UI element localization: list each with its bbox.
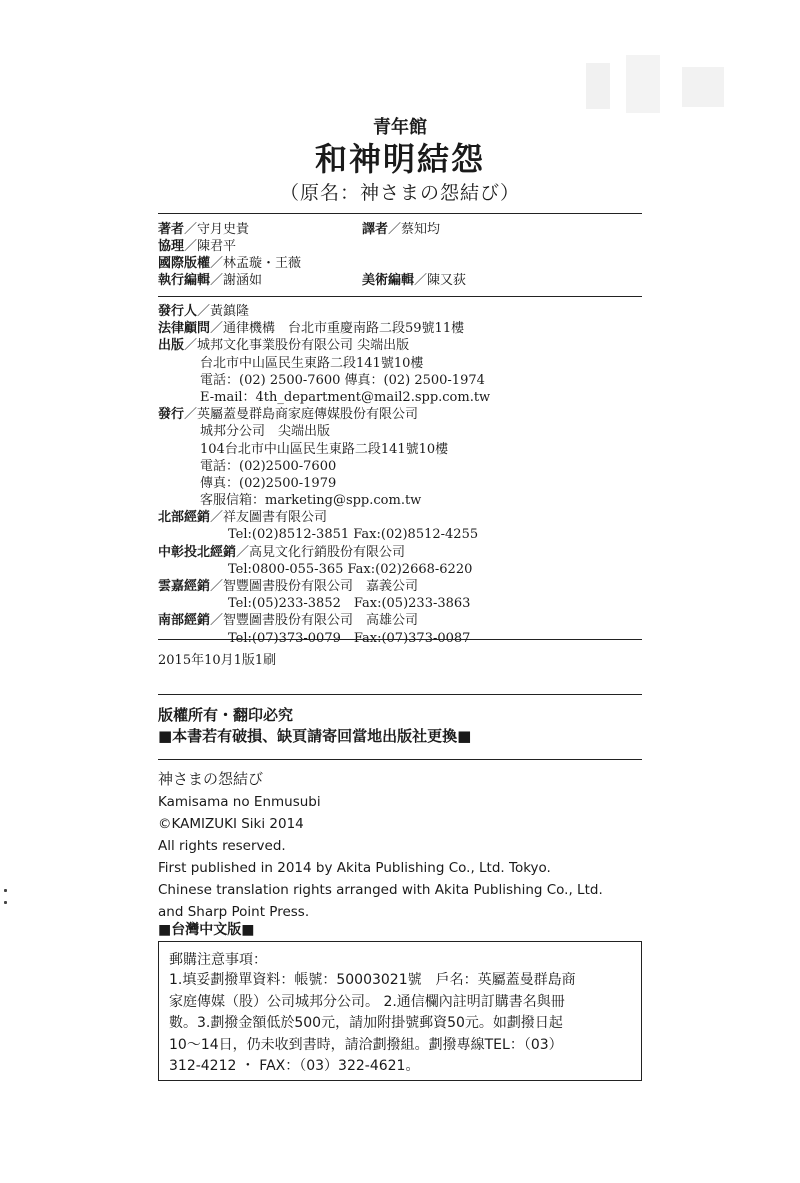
- chiayi-dealer-value: ／智豐圖書股份有限公司 嘉義公司: [210, 579, 419, 594]
- credit-row-assistant: [158, 238, 642, 255]
- divider-low: [158, 639, 642, 640]
- rights-notice: 版權所有・翻印必究: [158, 706, 294, 724]
- intl-rights-label: 國際版權: [158, 256, 211, 271]
- sharp-point-line: and Sharp Point Press.: [158, 904, 310, 920]
- translator-label: 譯者: [362, 222, 389, 237]
- credit-row-intl-rights: [158, 255, 642, 272]
- exec-editor-label: 執行編輯: [158, 273, 211, 288]
- publish-phone: 電話：(02) 2500-7600 傳真：(02) 2500-1974: [200, 372, 485, 388]
- south-dealer-label: 南部經銷: [158, 613, 211, 629]
- south-dealer-contact: Tel:(07)373-0079 Fax:(07)373-0087: [228, 630, 471, 646]
- author-label: 著者: [158, 222, 185, 237]
- issuer-row: [158, 303, 642, 320]
- original-title: （原名：神さまの怨結び）: [279, 182, 520, 204]
- art-editor-label: 美術編輯: [362, 273, 415, 288]
- romaji-title: Kamisama no Enmusubi: [158, 794, 321, 810]
- edition-date: 2015年10月1版1刷: [158, 653, 277, 668]
- credits-block: [158, 221, 642, 289]
- distribution-value: ／英屬蓋曼群島商家庭傳媒股份有限公司: [184, 407, 419, 423]
- divider-mid: [158, 296, 642, 297]
- first-published-line: First published in 2014 by Akita Publishing Co., Ltd. Tokyo.: [158, 860, 551, 876]
- north-dealer-contact: Tel:(02)8512-3851 Fax:(02)8512-4255: [228, 527, 479, 543]
- north-dealer-row: [158, 509, 642, 526]
- notice-line: 10～14日，仍未收到書時，請洽劃撥組。劃撥專線TEL：（03）: [169, 1036, 563, 1053]
- mail-order-notice-box: [158, 941, 642, 1081]
- divider-rights: [158, 694, 642, 695]
- publish-value: ／城邦文化事業股份有限公司 尖端出版: [184, 338, 410, 354]
- translation-rights-line: Chinese translation rights arranged with Akita Publishing Co., Ltd.: [158, 882, 603, 898]
- notice-line: 1.填妥劃撥單資料：帳號：50003021號 戶名：英屬蓋曼群島商: [169, 972, 576, 988]
- chiayi-dealer-row: [158, 578, 642, 595]
- notice-line: 數。3.劃撥金額低於500元，請加附掛號郵資50元。如劃撥日起: [169, 1015, 563, 1031]
- book-title: 和神明結怨: [314, 140, 485, 178]
- notice-line: 家庭傳媒（股）公司城邦分公司。 2.通信欄內註明訂購書名與冊: [169, 993, 565, 1010]
- original-edition-block: [158, 767, 648, 923]
- legal-value: ／通律機構 台北市重慶南路二段59號11樓: [210, 321, 465, 337]
- legal-label: 法律顧問: [158, 321, 211, 337]
- damage-notice: ■本書若有破損、缺頁請寄回當地出版社更換■: [158, 727, 472, 745]
- notice-heading: 郵購注意事項：: [169, 952, 267, 968]
- central-dealer-row: [158, 544, 642, 561]
- divider-original: [158, 759, 642, 760]
- distribution-service-email: 客服信箱：marketing@spp.com.tw: [200, 493, 422, 509]
- author-value: ／守月史貴: [184, 222, 250, 237]
- central-dealer-contact: Tel:0800-055-365 Fax:(02)2668-6220: [228, 561, 473, 577]
- scan-speck: [4, 889, 7, 892]
- publish-address: 台北市中山區民生東路二段141號10樓: [200, 355, 424, 371]
- credit-row-editors: [158, 272, 642, 289]
- issuer-value: ／黃鎮隆: [197, 304, 250, 319]
- assistant-label: 協理: [158, 239, 185, 254]
- publish-row: [158, 337, 642, 354]
- scan-speck: [4, 901, 7, 904]
- south-dealer-row: [158, 612, 642, 629]
- distribution-branch: 城邦分公司 尖端出版: [200, 424, 331, 440]
- chiayi-dealer-contact: Tel:(05)233-3852 Fax:(05)233-3863: [228, 596, 471, 612]
- distribution-row: [158, 406, 642, 423]
- copyright-line: ©KAMIZUKI Siki 2014: [158, 816, 304, 832]
- translator-credit: [362, 221, 440, 238]
- divider-top: [158, 213, 642, 214]
- art-editor-credit: [362, 272, 466, 289]
- credit-row-author: [158, 221, 642, 238]
- distribution-address: 104台北市中山區民生東路二段141號10樓: [200, 441, 449, 457]
- distribution-phone: 電話：(02)2500-7600: [200, 458, 337, 474]
- south-dealer-value: ／智豐圖書股份有限公司 高雄公司: [210, 613, 419, 629]
- translator-value: ／蔡知均: [388, 222, 441, 237]
- north-dealer-value: ／祥友圖書有限公司: [210, 510, 328, 526]
- chiayi-dealer-label: 雲嘉經銷: [158, 579, 211, 594]
- japanese-title: 神さまの怨結び: [158, 770, 264, 788]
- central-dealer-label: 中彰投北經銷: [158, 544, 237, 560]
- publisher-block: [158, 303, 642, 647]
- central-dealer-value: ／高見文化行銷股份有限公司: [236, 544, 406, 560]
- north-dealer-label: 北部經銷: [158, 510, 211, 526]
- art-editor-value: ／陳又荻: [414, 273, 467, 288]
- distribution-label: 發行: [158, 407, 185, 423]
- publish-label: 出版: [158, 338, 185, 354]
- notice-line: 312-4212 ・ FAX：（03）322-4621。: [169, 1058, 420, 1074]
- exec-editor-value: ／謝涵如: [210, 273, 263, 288]
- legal-row: [158, 320, 642, 337]
- imprint-name: 青年館: [373, 117, 427, 138]
- faint-bleed-through-mark: [586, 55, 736, 115]
- distribution-fax: 傳真：(02)2500-1979: [200, 475, 337, 491]
- issuer-label: 發行人: [158, 304, 198, 319]
- taiwan-edition-label: ■台灣中文版■: [158, 922, 255, 938]
- intl-rights-value: ／林孟璇・王薇: [210, 256, 302, 271]
- publish-email: E-mail：4th_department@mail2.spp.com.tw: [200, 389, 491, 405]
- all-rights-line: All rights reserved.: [158, 838, 286, 854]
- assistant-value: ／陳君平: [184, 239, 237, 254]
